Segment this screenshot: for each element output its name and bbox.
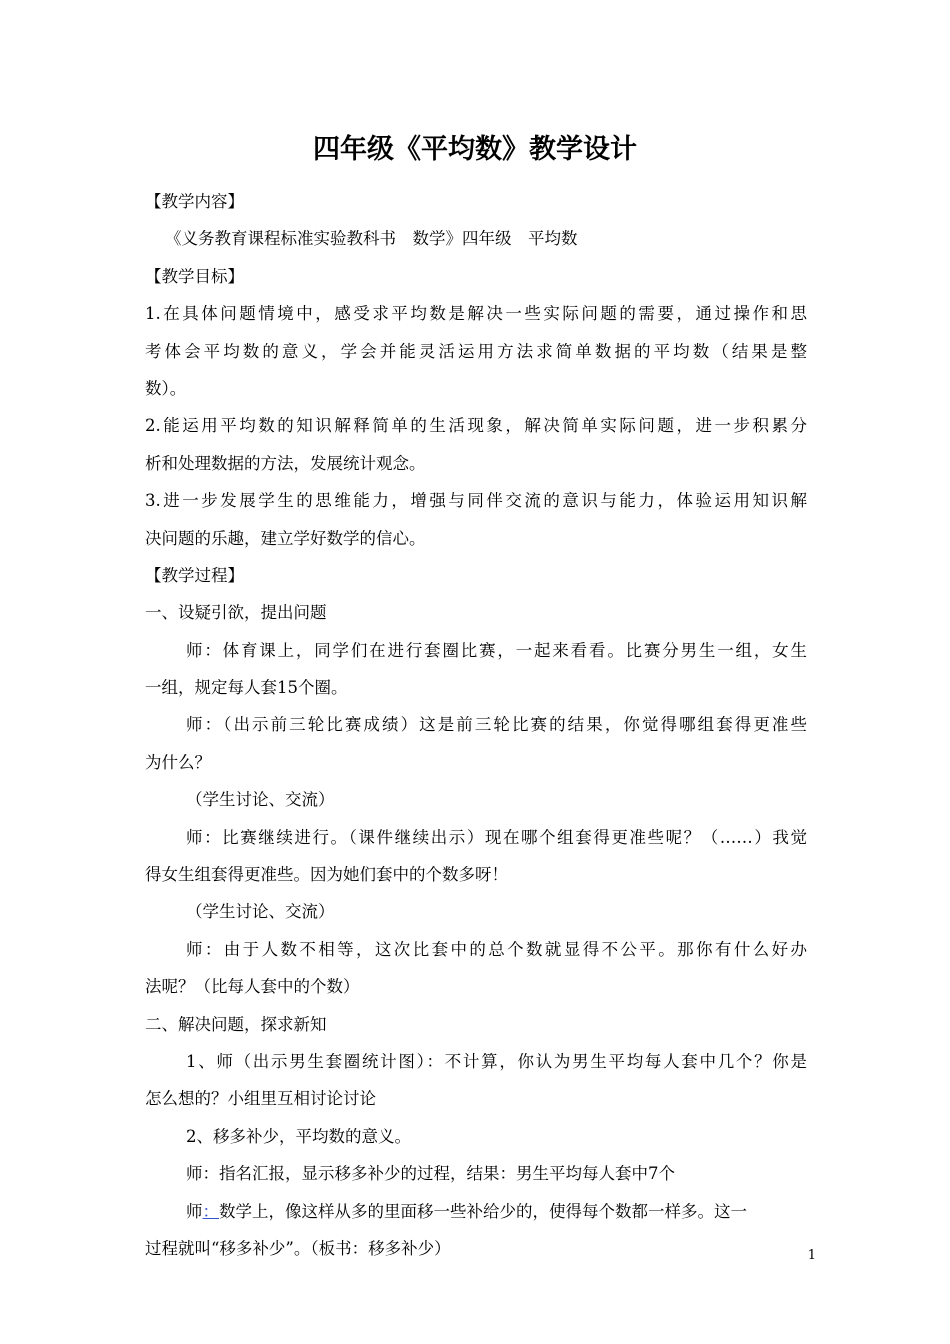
paragraph-line: 师：比赛继续进行。（课件继续出示）现在哪个组套得更准些呢？（……）我觉 [186, 827, 807, 847]
section-heading-goals: 【教学目标】 [145, 266, 244, 286]
document-title: 四年级《平均数》教学设计 [313, 134, 637, 165]
subsection-heading: 一、设疑引欲，提出问题 [145, 603, 327, 623]
paragraph-line: （学生讨论、交流） [186, 790, 335, 810]
paragraph-line: 师：体育课上，同学们在进行套圈比赛，一起来看看。比赛分男生一组，女生 [186, 640, 807, 660]
paragraph-line: 考体会平均数的意义，学会并能灵活运用方法求简单数据的平均数（结果是整 [145, 341, 807, 361]
edit-mark: ： [202, 1201, 219, 1221]
paragraph-line: 一组，规定每人套15个圈。 [145, 678, 348, 698]
paragraph-line: 析和处理数据的方法，发展统计观念。 [145, 453, 426, 473]
section-heading-process: 【教学过程】 [145, 565, 244, 585]
paragraph-line: 过程就叫“移多补少”。（板书：移多补少） [145, 1238, 451, 1258]
paragraph-line: 3.进一步发展学生的思维能力，增强与同伴交流的意识与能力，体验运用知识解 [145, 491, 807, 511]
paragraph-line: 1.在具体问题情境中，感受求平均数是解决一些实际问题的需要，通过操作和思 [145, 304, 807, 324]
paragraph-line: 师：由于人数不相等，这次比套中的总个数就显得不公平。那你有什么好办 [186, 939, 807, 959]
paragraph-line [145, 1193, 807, 1230]
paragraph-text: 数学上，像这样从多的里面移一些补给少的，使得每个数都一样多。这一 [219, 1201, 747, 1221]
paragraph-line: 为什么？ [145, 752, 211, 772]
subsection-heading: 二、解决问题，探求新知 [145, 1014, 327, 1034]
paragraph-line: 1、师（出示男生套圈统计图）：不计算，你认为男生平均每人套中几个？你是 [186, 1051, 807, 1071]
paragraph-line: 数）。 [145, 378, 187, 398]
section-heading-content: 【教学内容】 [145, 192, 244, 211]
paragraph-line: 《义务教育课程标准实验教科书 数学》四年级 平均数 [165, 229, 578, 249]
speaker-label: 师 [186, 1201, 203, 1221]
paragraph-line: 师：指名汇报，显示移多补少的过程，结果：男生平均每人套中7个 [186, 1164, 675, 1184]
paragraph-line: 怎么想的？小组里互相讨论讨论 [145, 1089, 376, 1109]
page-number: 1 [807, 1248, 816, 1263]
document-body [145, 183, 807, 1267]
paragraph-line: 决问题的乐趣，建立学好数学的信心。 [145, 528, 426, 548]
paragraph-line: 2.能运用平均数的知识解释简单的生活现象，解决简单实际问题，进一步积累分 [145, 416, 807, 436]
paragraph-line: 法呢？（比每人套中的个数） [145, 977, 360, 997]
paragraph-line: 2、移多补少，平均数的意义。 [186, 1126, 411, 1146]
paragraph-line: 师：（出示前三轮比赛成绩）这是前三轮比赛的结果，你觉得哪组套得更准些 [186, 715, 807, 735]
paragraph-line: 得女生组套得更准些。因为她们套中的个数多呀！ [145, 865, 508, 885]
paragraph-line: （学生讨论、交流） [186, 902, 335, 922]
